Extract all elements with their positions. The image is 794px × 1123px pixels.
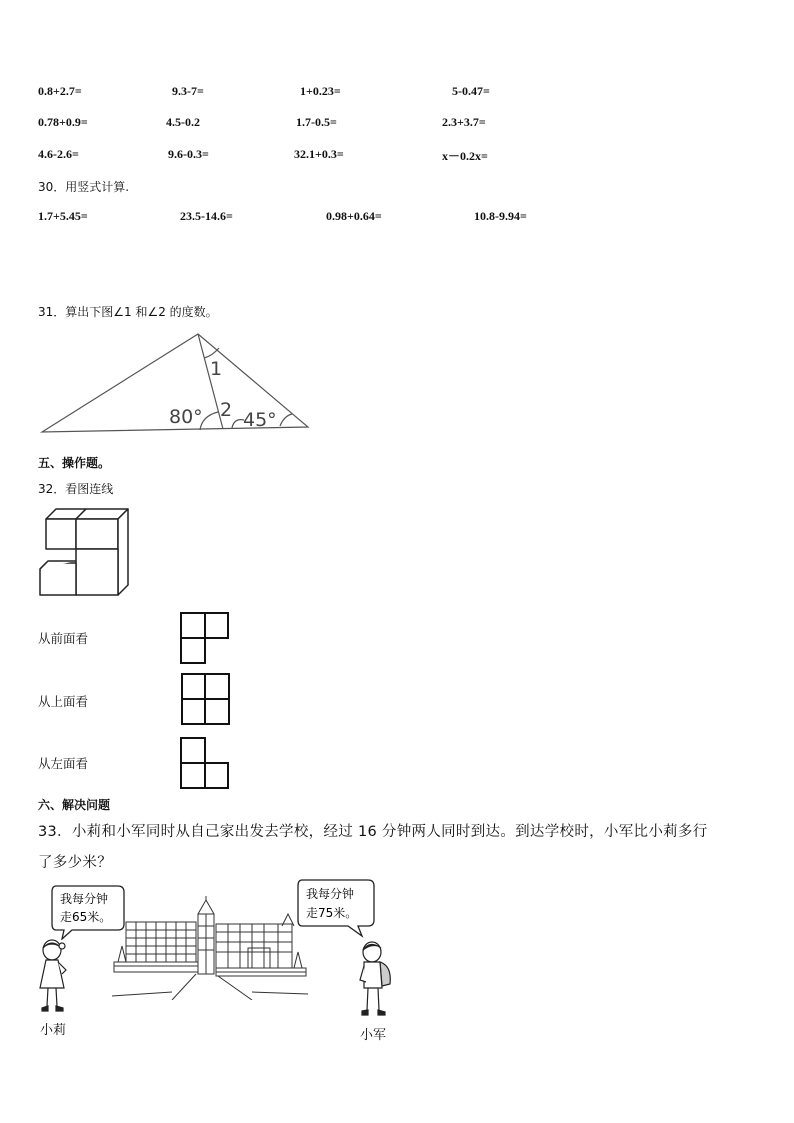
bubble-right-line-1: 我每分钟: [306, 887, 355, 901]
vertical-calc-item: 1.7+5.45=: [38, 209, 88, 223]
question-31-title: 31．算出下图∠1 和∠2 的度数。: [38, 305, 218, 319]
calc-item: 2.3+3.7=: [442, 115, 486, 129]
name-label-right: 小军: [360, 1028, 387, 1043]
view-label-left: 从左面看: [38, 756, 89, 771]
girl-figure: [36, 938, 72, 1018]
view-label-front: 从前面看: [38, 631, 89, 646]
calc-item: 32.1+0.3=: [294, 147, 344, 161]
vertical-calc-item: 23.5-14.6=: [180, 209, 233, 223]
front-view-shape[interactable]: [178, 610, 232, 666]
angle-80-label: 80°: [169, 406, 203, 428]
vertical-calc-item: 10.8-9.94=: [474, 209, 527, 223]
top-view-shape[interactable]: [178, 671, 232, 727]
section-6-heading: 六、解决问题: [38, 798, 111, 812]
calc-item: 0.8+2.7=: [38, 84, 82, 98]
calc-item: 1+0.23=: [300, 84, 341, 98]
angle-45-label: 45°: [243, 409, 277, 431]
angle-2-label: 2: [220, 399, 233, 421]
calc-item: 4.5-0.2: [166, 115, 200, 129]
calc-item: 0.78+0.9=: [38, 115, 88, 129]
name-label-left: 小莉: [40, 1023, 67, 1038]
section-5-heading: 五、操作题。: [38, 456, 111, 470]
view-label-top: 从上面看: [38, 694, 89, 709]
angle-1-label: 1: [210, 358, 223, 380]
left-view-shape[interactable]: [178, 735, 232, 791]
cube-stack-figure: [36, 505, 136, 605]
calc-item: 9.3-7=: [172, 84, 204, 98]
question-33-line-2: 了多少米？: [38, 855, 112, 871]
calc-item: 1.7-0.5=: [296, 115, 337, 129]
angle-45-arc: [280, 414, 292, 426]
school-building-illustration: [112, 896, 308, 1000]
angle-80-arc: [200, 412, 218, 430]
calc-item: x－0.2x=: [442, 149, 488, 163]
question-33-line-1: 33．小莉和小军同时从自己家出发去学校，经过 16 分钟两人同时到达。到达学校时，小军比小莉多行: [38, 824, 708, 840]
bubble-left-line-2: 走65米。: [60, 910, 112, 924]
triangle-figure: [36, 330, 316, 440]
calc-item: 4.6-2.6=: [38, 147, 79, 161]
question-30-title: 30．用竖式计算.: [38, 180, 130, 194]
calc-item: 5-0.47=: [452, 84, 490, 98]
bubble-left-line-1: 我每分钟: [60, 892, 109, 906]
vertical-calc-item: 0.98+0.64=: [326, 209, 382, 223]
calc-item: 9.6-0.3=: [168, 147, 209, 161]
bubble-right-line-2: 走75米。: [306, 906, 358, 920]
question-32-title: 32．看图连线: [38, 482, 114, 496]
boy-figure: [356, 940, 396, 1020]
speech-bubble-right: [296, 878, 376, 938]
